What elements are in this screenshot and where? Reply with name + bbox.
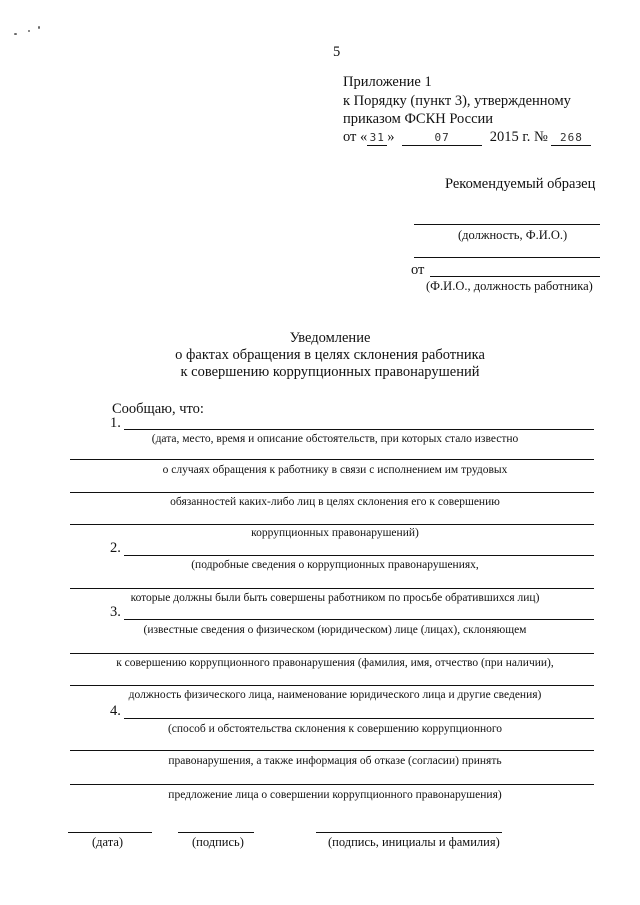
- scan-speck: [14, 33, 17, 35]
- item-number-2: 2.: [110, 540, 121, 556]
- item-1-caption-1: (дата, место, время и описание обстоятельств, при которых стало известно: [151, 433, 519, 445]
- footer-date-line: [68, 832, 152, 833]
- footer-date-caption: (дата): [92, 835, 124, 849]
- item-1-caption-2: о случаях обращения к работнику в связи с исполнением им трудовых: [162, 464, 508, 476]
- addressee-to-caption: (должность, Ф.И.О.): [458, 228, 568, 242]
- intro-text: Сообщаю, что:: [112, 401, 204, 417]
- item-1-line-3: [70, 492, 594, 493]
- doc-subtitle-2: к совершению коррупционных правонарушений: [180, 364, 480, 380]
- item-1-line-1: [124, 429, 594, 430]
- addressee-from-caption: (Ф.И.О., должность работника): [426, 279, 593, 293]
- date-year: 2015 г. №: [489, 129, 548, 145]
- item-3-line-3: [70, 685, 594, 686]
- date-day: 31: [367, 131, 387, 146]
- page-number: 5: [333, 44, 341, 60]
- item-3-caption-2: к совершению коррупционного правонарушения (фамилия, имя, отчество (при наличии),: [116, 657, 554, 669]
- item-1-caption-4: коррупционных правонарушений): [251, 527, 419, 539]
- item-number-4: 4.: [110, 703, 121, 719]
- item-2-line-2: [70, 588, 594, 589]
- date-prefix: от «: [343, 129, 368, 145]
- item-1-caption-3: обязанностей каких-либо лиц в целях склонения его к совершению: [170, 496, 500, 508]
- item-3-line-2: [70, 653, 594, 654]
- addressee-to-line: [414, 224, 600, 225]
- addressee-extra-line: [414, 257, 600, 258]
- item-3-caption-1: (известные сведения о физическом (юридическом) лице (лицах), склоняющем: [143, 624, 527, 636]
- item-4-caption-2: правонарушения, а также информация об отказе (согласии) принять: [168, 755, 502, 767]
- item-2-line-1: [124, 555, 594, 556]
- item-4-line-1: [124, 718, 594, 719]
- item-4-line-2: [70, 750, 594, 751]
- addressee-from-prefix: от: [411, 262, 425, 278]
- footer-signature-full-caption: (подпись, инициалы и фамилия): [328, 835, 500, 849]
- item-4-line-3: [70, 784, 594, 785]
- item-3-line-1: [124, 619, 594, 620]
- item-2-caption-1: (подробные сведения о коррупционных правонарушениях,: [191, 559, 479, 571]
- order-number: 268: [551, 131, 591, 146]
- appendix-title: Приложение 1: [343, 74, 432, 90]
- appendix-order-issuer: приказом ФСКН России: [343, 111, 494, 127]
- doc-title: Уведомление: [289, 330, 371, 346]
- item-2-caption-2: которые должны были быть совершены работником по просьбе обратившихся лиц): [130, 592, 540, 604]
- item-1-line-2: [70, 459, 594, 460]
- item-number-1: 1.: [110, 415, 121, 431]
- item-number-3: 3.: [110, 604, 121, 620]
- footer-signature-full-line: [316, 832, 502, 833]
- doc-subtitle-1: о фактах обращения в целях склонения работника: [175, 347, 485, 363]
- footer-signature-line: [178, 832, 254, 833]
- date-mid: »: [387, 129, 395, 145]
- addressee-from-line: [430, 276, 600, 277]
- scan-speck: [28, 30, 30, 32]
- date-month: 07: [402, 131, 482, 146]
- appendix-order-ref: к Порядку (пункт 3), утвержденному: [343, 93, 571, 109]
- appendix-date-line: [343, 129, 591, 146]
- footer-signature-caption: (подпись): [192, 835, 244, 849]
- item-4-caption-3: предложение лица о совершении коррупционного правонарушения): [168, 789, 502, 801]
- item-1-line-4: [70, 524, 594, 525]
- item-3-caption-3: должность физического лица, наименование юридического лица и другие сведения): [128, 689, 542, 701]
- sample-label: Рекомендуемый образец: [445, 176, 596, 192]
- item-4-caption-1: (способ и обстоятельства склонения к совершению коррупционного: [167, 723, 503, 735]
- scan-speck: [38, 26, 40, 29]
